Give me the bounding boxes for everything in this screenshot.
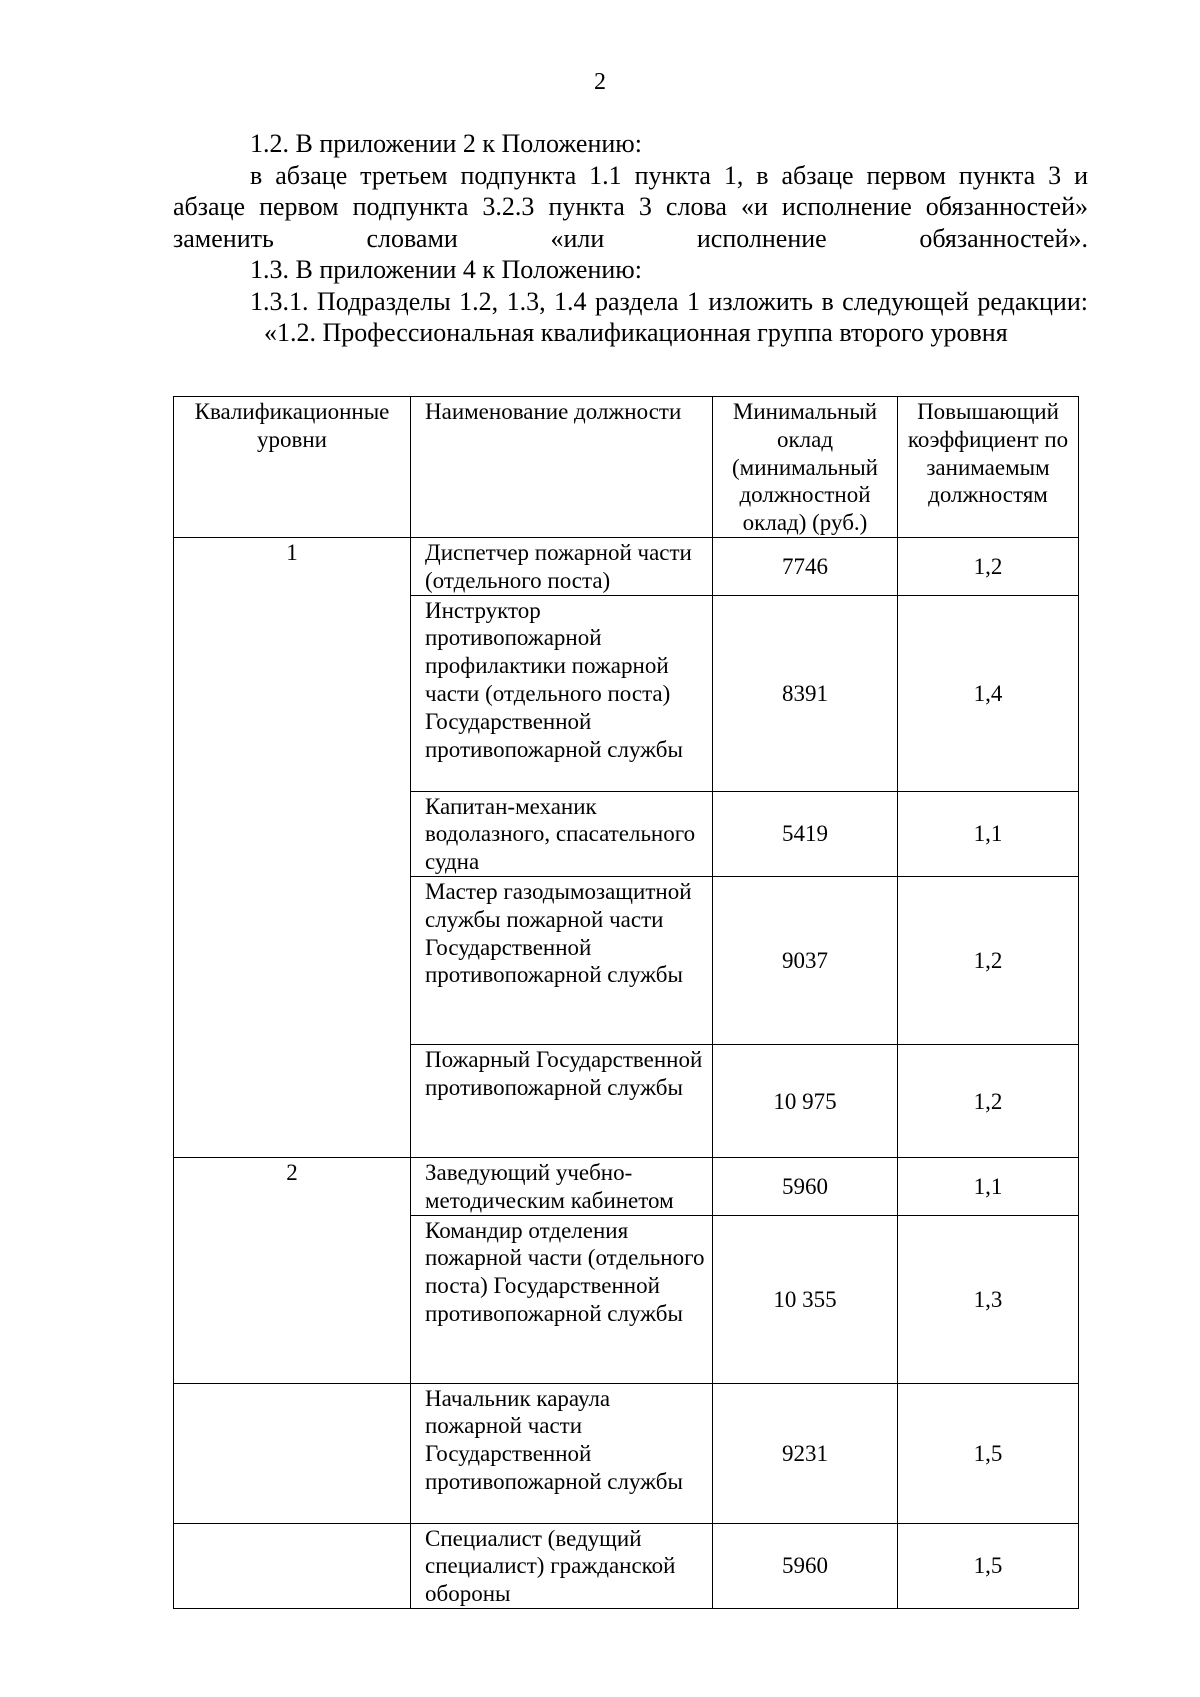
coefficient-cell: 1,2 xyxy=(898,1044,1079,1157)
header-salary: Минимальный оклад (минимальный должностной оклад) (руб.) xyxy=(713,397,898,538)
paragraph-1-3-1: 1.3.1. Подразделы 1.2, 1.3, 1.4 раздела 1 изложить в следующей редакции: xyxy=(250,286,1088,316)
salary-cell: 9037 xyxy=(713,876,898,1044)
level-cell: 1 xyxy=(174,538,411,1158)
salary-cell: 5960 xyxy=(713,1523,898,1608)
coefficient-cell: 1,1 xyxy=(898,1157,1079,1215)
paragraph-1-3: 1.3. В приложении 4 к Положению: xyxy=(250,255,642,284)
position-cell: Капитан-механик водолазного, спасательного судна xyxy=(411,791,713,876)
coefficient-cell: 1,2 xyxy=(898,538,1079,596)
body-text xyxy=(173,128,1088,349)
salary-cell: 10 975 xyxy=(713,1044,898,1157)
page-number: 2 xyxy=(594,69,606,95)
table-row xyxy=(174,1157,1079,1215)
position-cell: Мастер газодымозащитной службы пожарной части Государственной противопожарной службы xyxy=(411,876,713,1044)
paragraph-1-2: 1.2. В приложении 2 к Положению: xyxy=(250,129,642,158)
salary-cell: 7746 xyxy=(713,538,898,596)
table-row xyxy=(174,1383,1079,1523)
position-cell: Инструктор противопожарной профилактики пожарной части (отдельного поста) Государственной противопожарной службы xyxy=(411,595,713,791)
coefficient-cell: 1,3 xyxy=(898,1215,1079,1383)
salary-cell: 5960 xyxy=(713,1157,898,1215)
position-cell: Пожарный Государственной противопожарной службы xyxy=(411,1044,713,1157)
position-cell: Командир отделения пожарной части (отдельного поста) Государственной противопожарной службы xyxy=(411,1215,713,1383)
salary-cell: 8391 xyxy=(713,595,898,791)
coefficient-cell: 1,2 xyxy=(898,876,1079,1044)
position-cell: Начальник караула пожарной части Государственной противопожарной службы xyxy=(411,1383,713,1523)
table-row xyxy=(174,1523,1079,1608)
coefficient-cell: 1,1 xyxy=(898,791,1079,876)
table-row xyxy=(174,538,1079,596)
level-cell xyxy=(174,1383,411,1523)
coefficient-cell: 1,4 xyxy=(898,595,1079,791)
table-caption: «1.2. Профессиональная квалификационная группа второго уровня xyxy=(264,318,1008,347)
header-coefficient: Повышающий коэффициент по занимаемым должностям xyxy=(898,397,1079,538)
position-cell: Заведующий учебно-методическим кабинетом xyxy=(411,1157,713,1215)
position-cell: Специалист (ведущий специалист) гражданской обороны xyxy=(411,1523,713,1608)
salary-cell: 10 355 xyxy=(713,1215,898,1383)
salary-cell: 9231 xyxy=(713,1383,898,1523)
coefficient-cell: 1,5 xyxy=(898,1523,1079,1608)
header-level: Квалификационные уровни xyxy=(174,397,411,538)
header-position: Наименование должности xyxy=(411,397,713,538)
coefficient-cell: 1,5 xyxy=(898,1383,1079,1523)
salary-cell: 5419 xyxy=(713,791,898,876)
level-cell: 2 xyxy=(174,1157,411,1383)
qualification-table xyxy=(173,396,1079,1609)
table-header-row xyxy=(174,397,1079,538)
paragraph-amendment-appendix-2: в абзаце третьем подпункта 1.1 пункта 1, в абзаце первом пункта 3 и абзаце первом подпункта 3.2.3 пункта 3 слова «и исполнение обязанностей» заменить словами «или исполнение обязанностей». xyxy=(173,160,1088,253)
position-cell: Диспетчер пожарной части (отдельного поста) xyxy=(411,538,713,596)
level-cell xyxy=(174,1523,411,1608)
